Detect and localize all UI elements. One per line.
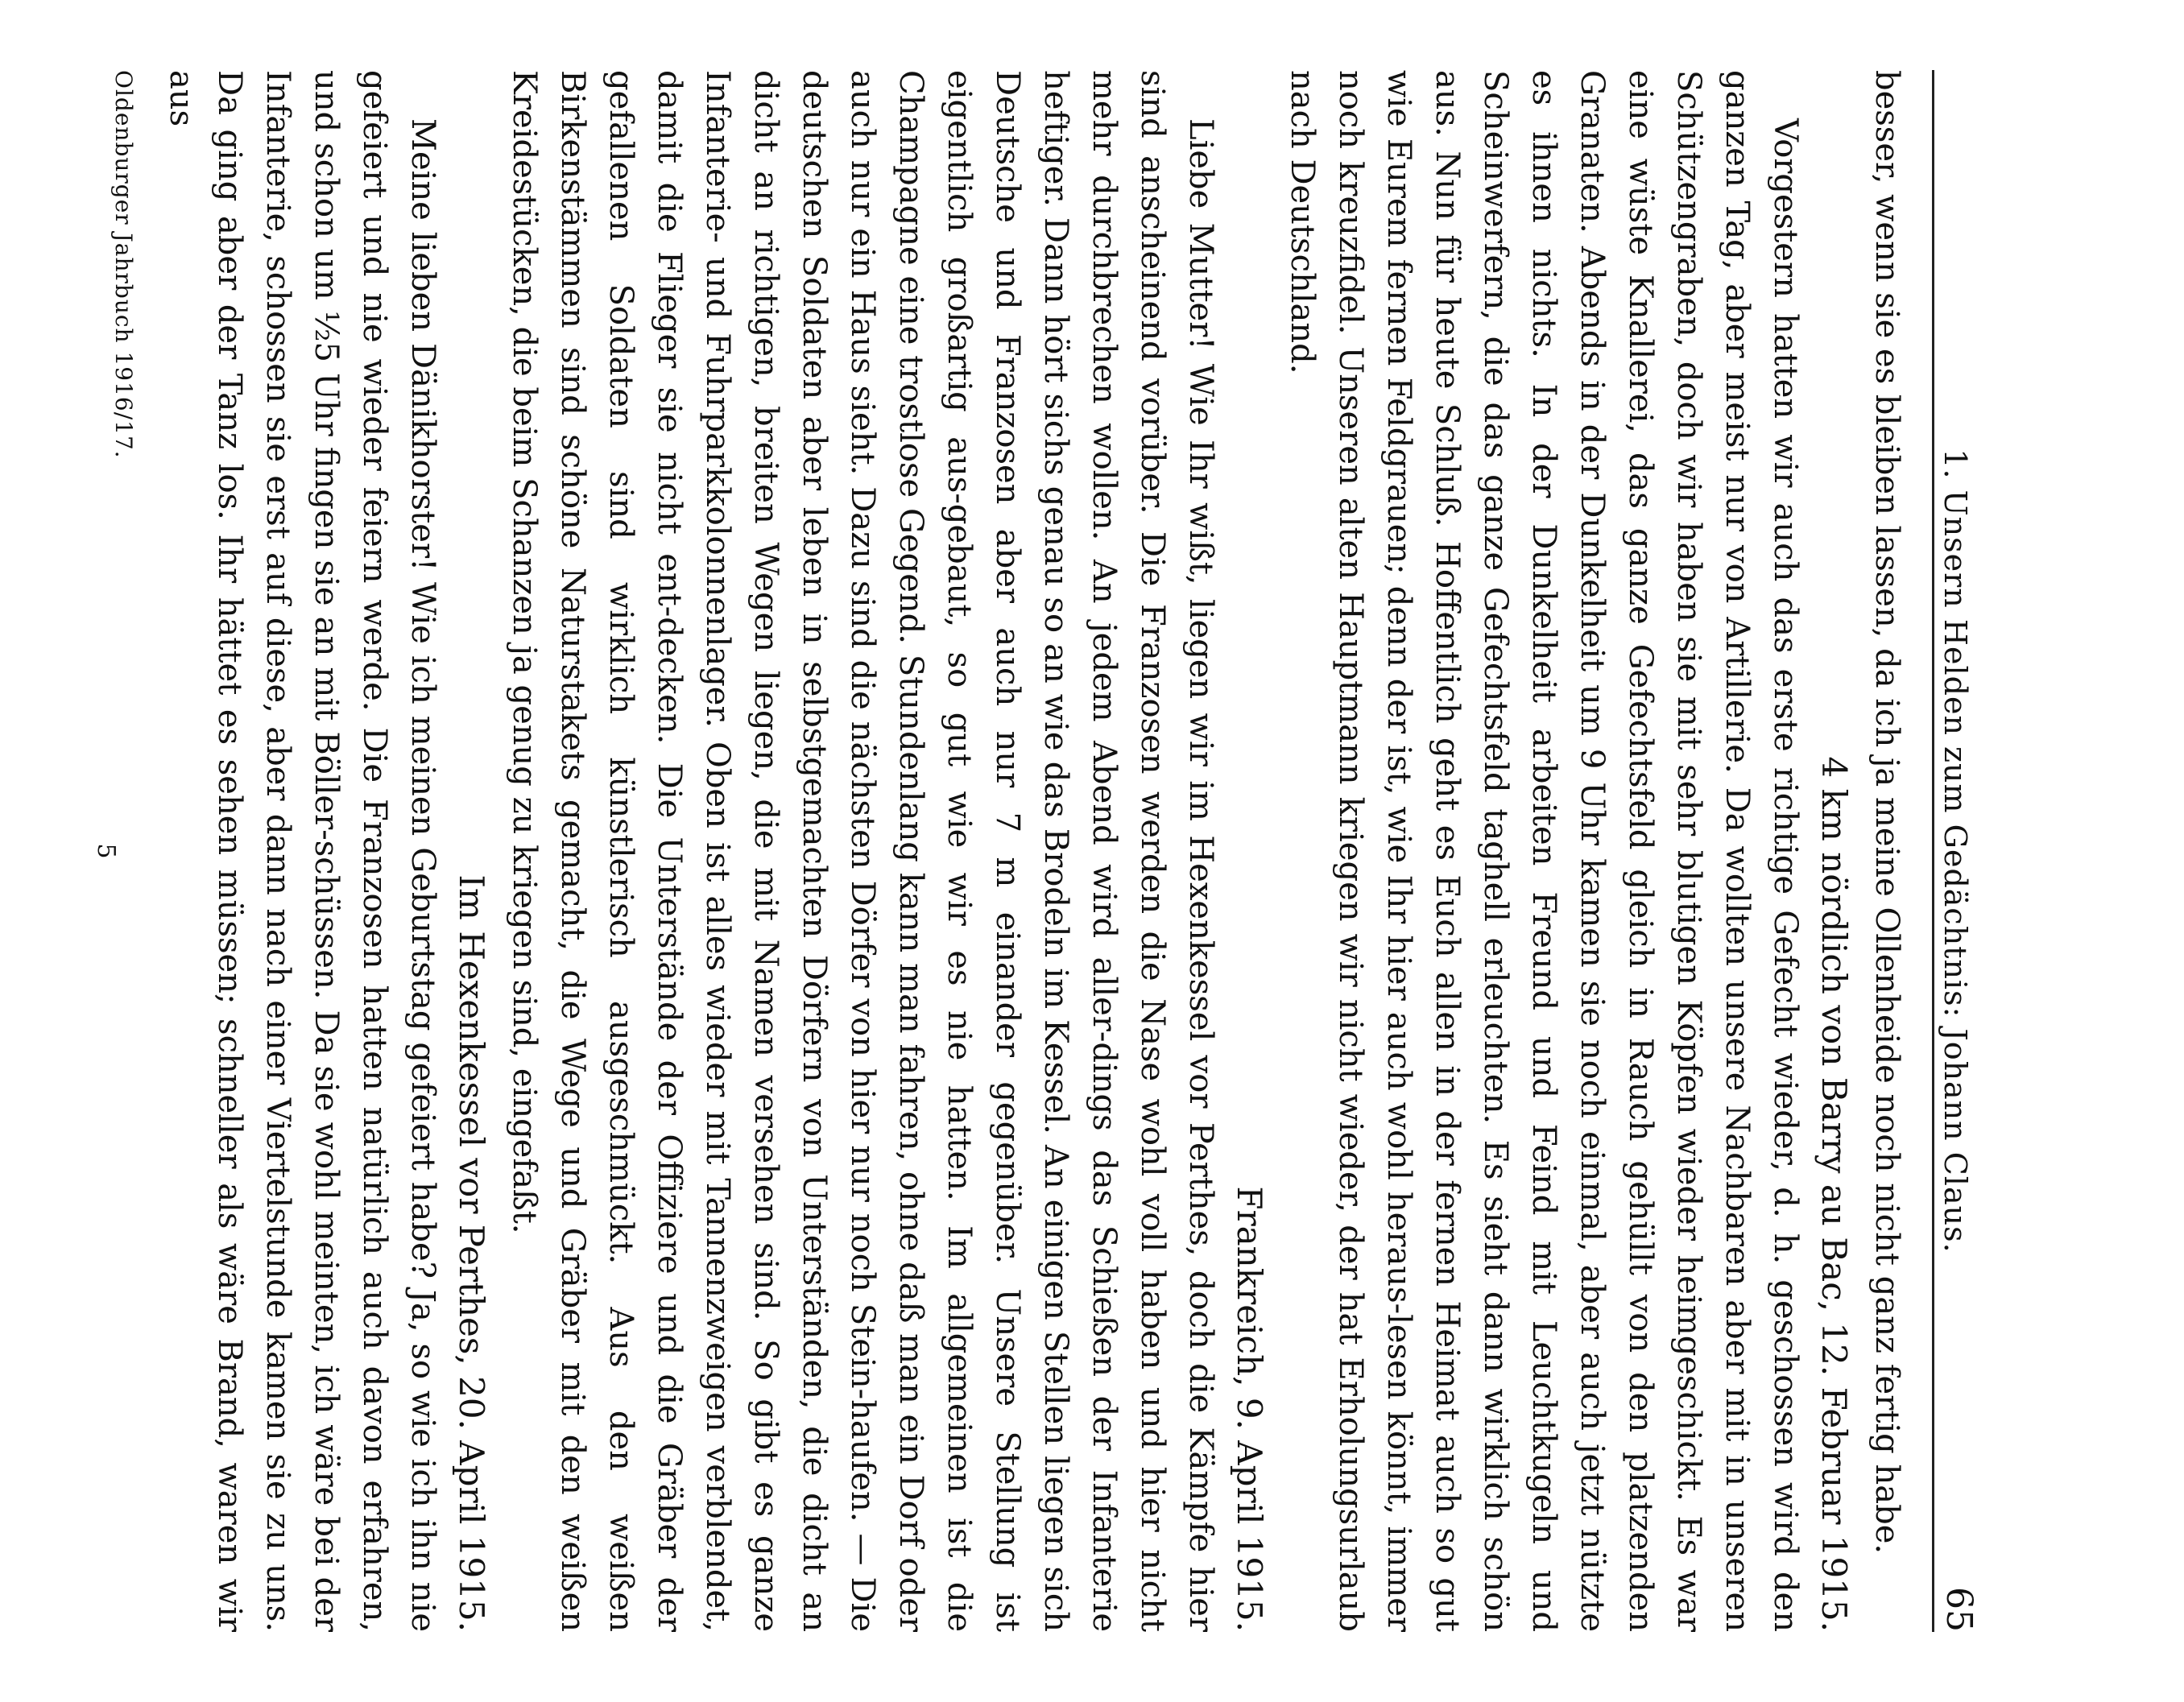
footer-signature: 5 — [92, 843, 120, 859]
paragraph-continuation: besser, wenn sie es bleiben lassen, da ich ja meine Ollenheide noch nicht ganz fertig habe. — [1868, 70, 1905, 1555]
page-header — [1932, 70, 1986, 1632]
page-number: 65 — [1938, 1587, 1979, 1632]
page-content — [92, 70, 1986, 1632]
paragraph-letter-april-20: Meine lieben Dänikhorster! Wie ich meinen Geburtstag gefeiert habe? Ja, so wie ich ihn nie gefeiert und nie wieder feiern werde. Die Franzosen hatten natürlich auch davon erfahren, und schon um ½5 Uhr fingen sie an mit Böller-schüssen. Da sie wohl meinten, ich wäre bei der Infanterie, schossen sie erst auf diese, aber dann nach einer Viertelstunde kamen sie zu uns. Da ging aber der Tanz los. Ihr hättet es sehen müssen; schneller als wäre Brand, waren wir aus — [163, 70, 441, 1632]
footer-source: Oldenburger Jahrbuch 1916/17. — [110, 70, 137, 459]
paragraph-letter-april-9: Liebe Mutter! Wie Ihr wißt, liegen wir im Hexenkessel vor Perthes, doch die Kämpfe hier sind anscheinend vorüber. Die Franzosen werden die Nase wohl voll haben und hier nicht mehr durchbrechen wollen. An jedem Abend wird aller-dings das Schießen der Infanterie heftiger. Dann hört sichs genau so an wie das Brodeln im Kessel. An einigen Stellen liegen sich Deutsche und Franzosen aber auch nur 7 m einander gegenüber. Unsere Stellung ist eigentlich großartig aus-gebaut, so gut wie wir es nie hatten. Im allgemeinen ist die Champagne eine trostlose Gegend. Stundenlang kann man fahren, ohne daß man ein Dorf oder auch nur ein Haus sieht. Dazu sind die nächsten Dörfer von hier nur noch Stein-haufen. — Die deutschen Soldaten aber leben in selbstgemachten Dörfern von Unterständen, die dicht an dicht an richtigen, breiten Wegen liegen, die mit Namen versehen sind. So gibt es ganze Infanterie- und Fuhrparkkolonnenlager. Oben ist alles wieder mit Tannenzweigen verblendet, damit die Flieger sie nicht ent-decken. Die Unterstände der Offiziere und die Gräber der gefallenen Soldaten sind wirklich künstlerisch ausgeschmückt. Aus den weißen Birkenstämmen sind schöne Naturstakets gemacht, die Wege und Gräber mit den weißen Kreidestücken, die beim Schanzen ja genug zu kriegen sind, eingefaßt. — [506, 70, 1219, 1632]
dateline-hexenkessel: Im Hexenkessel vor Perthes, 20. April 1915. — [452, 874, 491, 1632]
dateline-frankreich: Frankreich, 9. April 1915. — [1230, 1186, 1269, 1632]
page-footer — [92, 70, 152, 1632]
dateline-barry: 4 km nördlich von Barry au Bac, 12. Februar 1915. — [1814, 756, 1854, 1632]
running-title: 1. Unsern Helden zum Gedächtnis: Johann Claus. — [1938, 448, 1973, 1254]
paragraph-letter-february: Vorgestern hatten wir auch das erste richtige Gefecht wieder, d. h. geschossen wird den ganzen Tag, aber meist nur von Artillerie. Da wollten unsere Nachbaren aber mit in unseren Schützengraben, doch wir haben sie mit sehr blutigen Köpfen wieder heimgeschickt. Es war eine wüste Knallerei, das ganze Gefechtsfeld gleich in Rauch gehüllt von den platzenden Granaten. Abends in der Dunkelheit um 9 Uhr kamen sie noch einmal, aber auch jetzt nützte es ihnen nichts. In der Dunkelheit arbeiten Freund und Feind mit Leuchtkugeln und Scheinwerfern, die das ganze Gefechtsfeld taghell erleuchten. Es sieht dann wirklich schön aus. Nun für heute Schluß. Hoffentlich geht es Euch allen in der fernen Heimat auch so gut wie Eurem fernen Feldgrauen; denn der ist, wie Ihr hier auch wohl heraus-lesen könnt, immer noch kreuzfidel. Unseren alten Hauptmann kriegen wir nicht wieder, der hat Erholungsurlaub nach Deutschland. — [1284, 70, 1804, 1632]
